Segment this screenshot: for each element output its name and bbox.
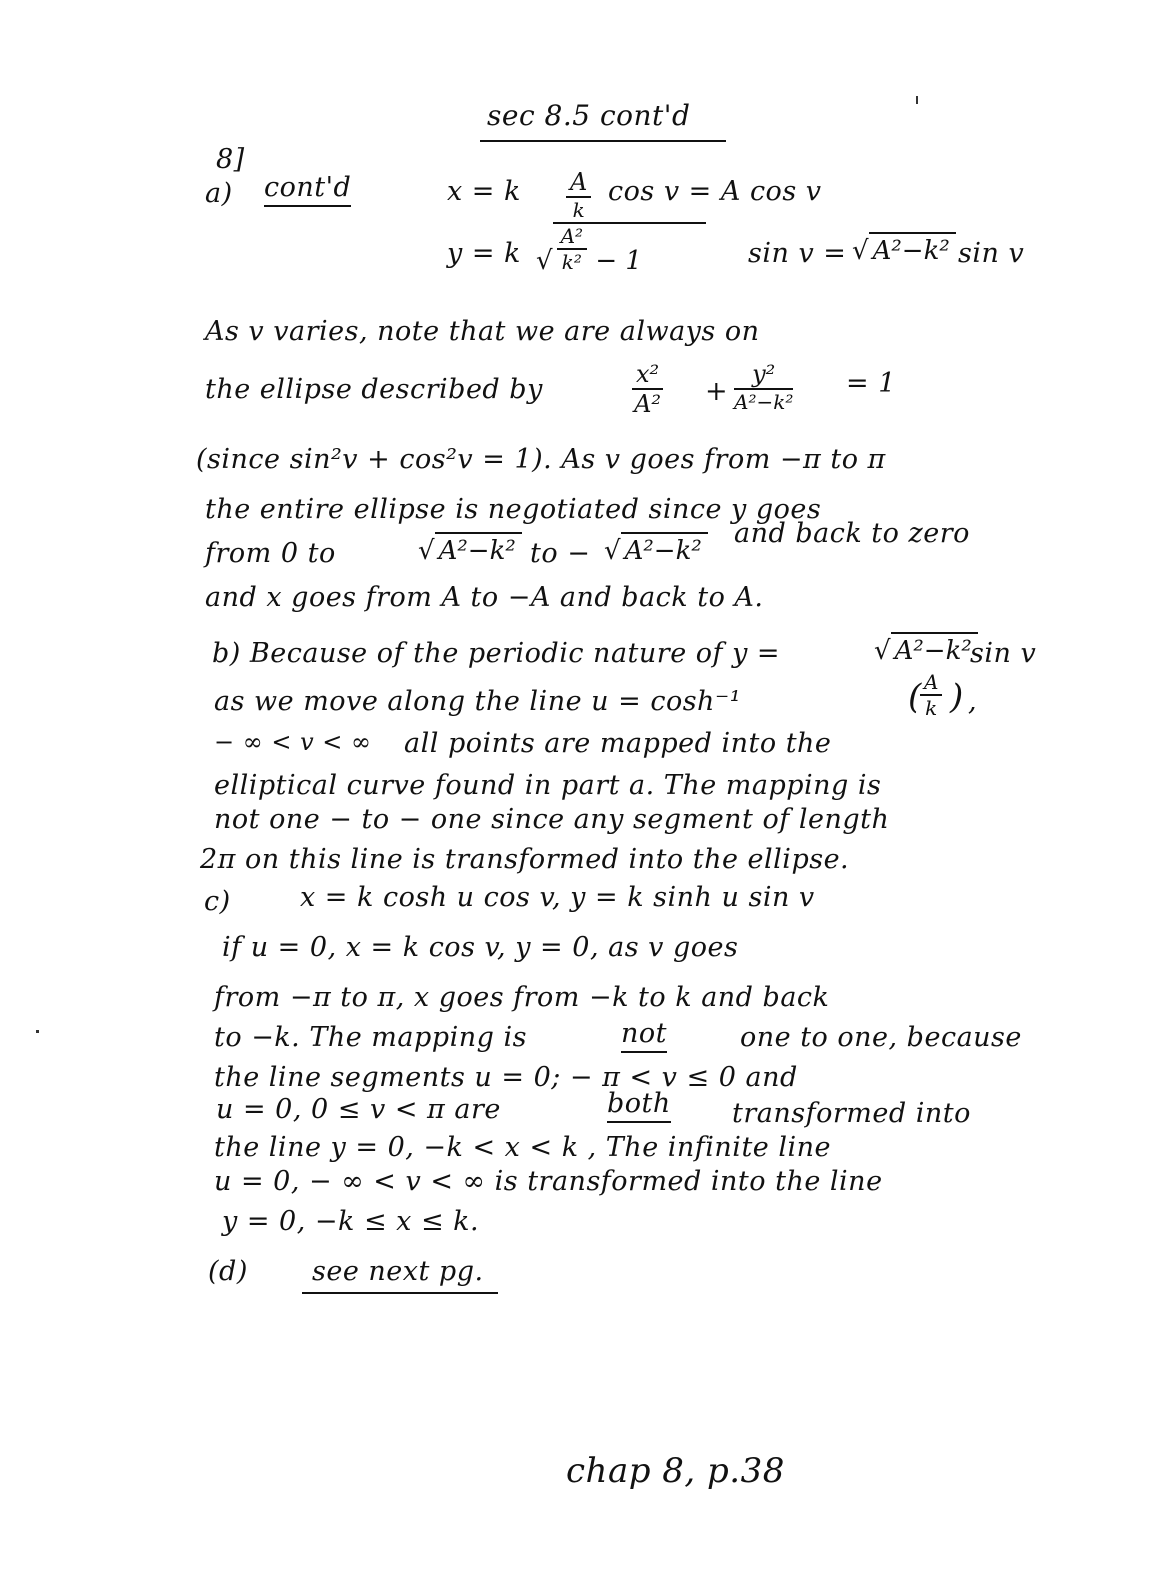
ellipse-fraction-1-num: x² — [632, 362, 663, 390]
part-a-line-5c: and back to zero — [734, 518, 970, 549]
part-c-line-3: from −π to π, x goes from −k to k and back — [214, 982, 830, 1013]
not-underlined: not — [621, 1020, 667, 1053]
part-d-underline — [302, 1292, 498, 1294]
part-b-line-2b: , — [968, 686, 978, 717]
part-b-line-4: elliptical curve found in part a. The mapping is — [214, 770, 882, 801]
part-c-line-2: if u = 0, x = k cos v, y = 0, as v goes — [222, 932, 739, 963]
part-c-line-6b: transformed into — [732, 1098, 971, 1129]
part-b-fraction-num: A — [920, 672, 942, 696]
part-c-label: c) — [204, 886, 231, 917]
fraction-denominator: k — [572, 198, 585, 222]
ellipse-fraction-1-den: A² — [634, 390, 662, 418]
line5-sqrt-2: √ A²−k² — [604, 532, 708, 566]
part-b-line-2a: as we move along the line u = cosh⁻¹ — [214, 686, 742, 717]
part-b-line-3a: − ∞ < v < ∞ — [214, 728, 372, 756]
part-a-label: a) — [205, 178, 233, 209]
part-c-line-4a: to −k. The mapping is — [214, 1022, 527, 1053]
part-b-line-6: 2π on this line is transformed into the ellipse. — [200, 844, 850, 875]
part-b-radicand: A²−k² — [891, 632, 978, 666]
margin-dot — [36, 1030, 39, 1033]
equals-one: = 1 — [846, 368, 896, 399]
part-d-label: (d) — [208, 1256, 248, 1287]
sqrt-fraction-den: k² — [561, 250, 582, 274]
part-a-line-3: (since sin²v + cos²v = 1). As v goes from −π to π — [196, 444, 886, 475]
part-b-fraction — [920, 672, 942, 718]
line5-radicand-2: A²−k² — [621, 532, 708, 566]
part-a-line-2: the ellipse described by — [205, 374, 543, 405]
part-c-line-5: the line segments u = 0; − π < v ≤ 0 and — [214, 1062, 798, 1093]
part-a-line-4: the entire ellipse is negotiated since y goes — [205, 494, 822, 525]
part-d-text: see next pg. — [312, 1256, 484, 1287]
part-b-sqrt: √ A²−k² — [874, 632, 978, 666]
header-underline — [480, 140, 726, 142]
eq-x-lhs: x = k — [447, 176, 521, 207]
part-c-line-4b: one to one, because — [740, 1022, 1022, 1053]
part-b-line-1a: b) Because of the periodic nature of y = — [212, 638, 781, 669]
line5-sqrt: √ A²−k² — [418, 532, 522, 566]
part-b-line-3b: all points are mapped into the — [404, 728, 832, 759]
contd-label: cont'd — [264, 174, 351, 207]
part-b-fraction-den: k — [925, 696, 938, 720]
part-c-line-8: u = 0, − ∞ < v < ∞ is transformed into the line — [214, 1166, 883, 1197]
part-a-line-5a: from 0 to — [205, 538, 336, 569]
part-b-line-1b: sin v — [970, 638, 1037, 669]
eq-y-sqrt: √ $\frac{\text{A²}}{\text{k²}}$ − 1 — [536, 222, 706, 276]
eq-x-rhs: cos v = A cos v — [608, 176, 822, 207]
eq-y-mid: sin v = — [748, 238, 847, 269]
sqrt-fraction — [557, 226, 587, 272]
page-footer: chap 8, p.38 — [566, 1451, 785, 1491]
sqrt-fraction-num: A² — [557, 226, 587, 250]
eq-y-tail: sin v — [958, 238, 1025, 269]
plus-sign: + — [705, 376, 729, 407]
line5-radicand: A²−k² — [435, 532, 522, 566]
section-header: sec 8.5 cont'd — [487, 99, 691, 132]
left-paren: ( — [908, 677, 922, 717]
part-b-line-5: not one − to − one since any segment of length — [214, 804, 890, 835]
part-c-line-1: x = k cosh u cos v, y = k sinh u sin v — [300, 882, 815, 913]
sqrt-tail: − 1 — [595, 246, 642, 276]
eq-y-sqrt-2: √ A²−k² — [852, 232, 956, 266]
fraction-numerator: A — [566, 170, 591, 198]
part-a-line-6: and x goes from A to −A and back to A. — [205, 582, 764, 613]
part-a-line-5b: to − — [530, 538, 591, 569]
ellipse-fraction-2 — [734, 362, 793, 412]
ellipse-fraction-1 — [632, 362, 663, 416]
part-c-line-6a: u = 0, 0 ≤ v < π are — [216, 1094, 501, 1125]
problem-number: 8] — [216, 144, 245, 175]
ellipse-fraction-2-den: A²−k² — [734, 390, 794, 414]
both-underlined: both — [607, 1090, 671, 1123]
ellipse-fraction-2-num: y² — [734, 362, 793, 390]
eq-y-lhs: y = k — [447, 238, 521, 269]
stray-mark — [916, 96, 918, 104]
part-c-line-9: y = 0, −k ≤ x ≤ k. — [222, 1206, 480, 1237]
part-a-line-1: As v varies, note that we are always on — [205, 316, 760, 347]
part-c-line-7: the line y = 0, −k < x < k , The infinite line — [214, 1132, 831, 1163]
eq-x-fraction — [566, 170, 591, 220]
sqrt-radicand: A²−k² — [869, 232, 956, 266]
right-paren: ) — [950, 677, 964, 717]
